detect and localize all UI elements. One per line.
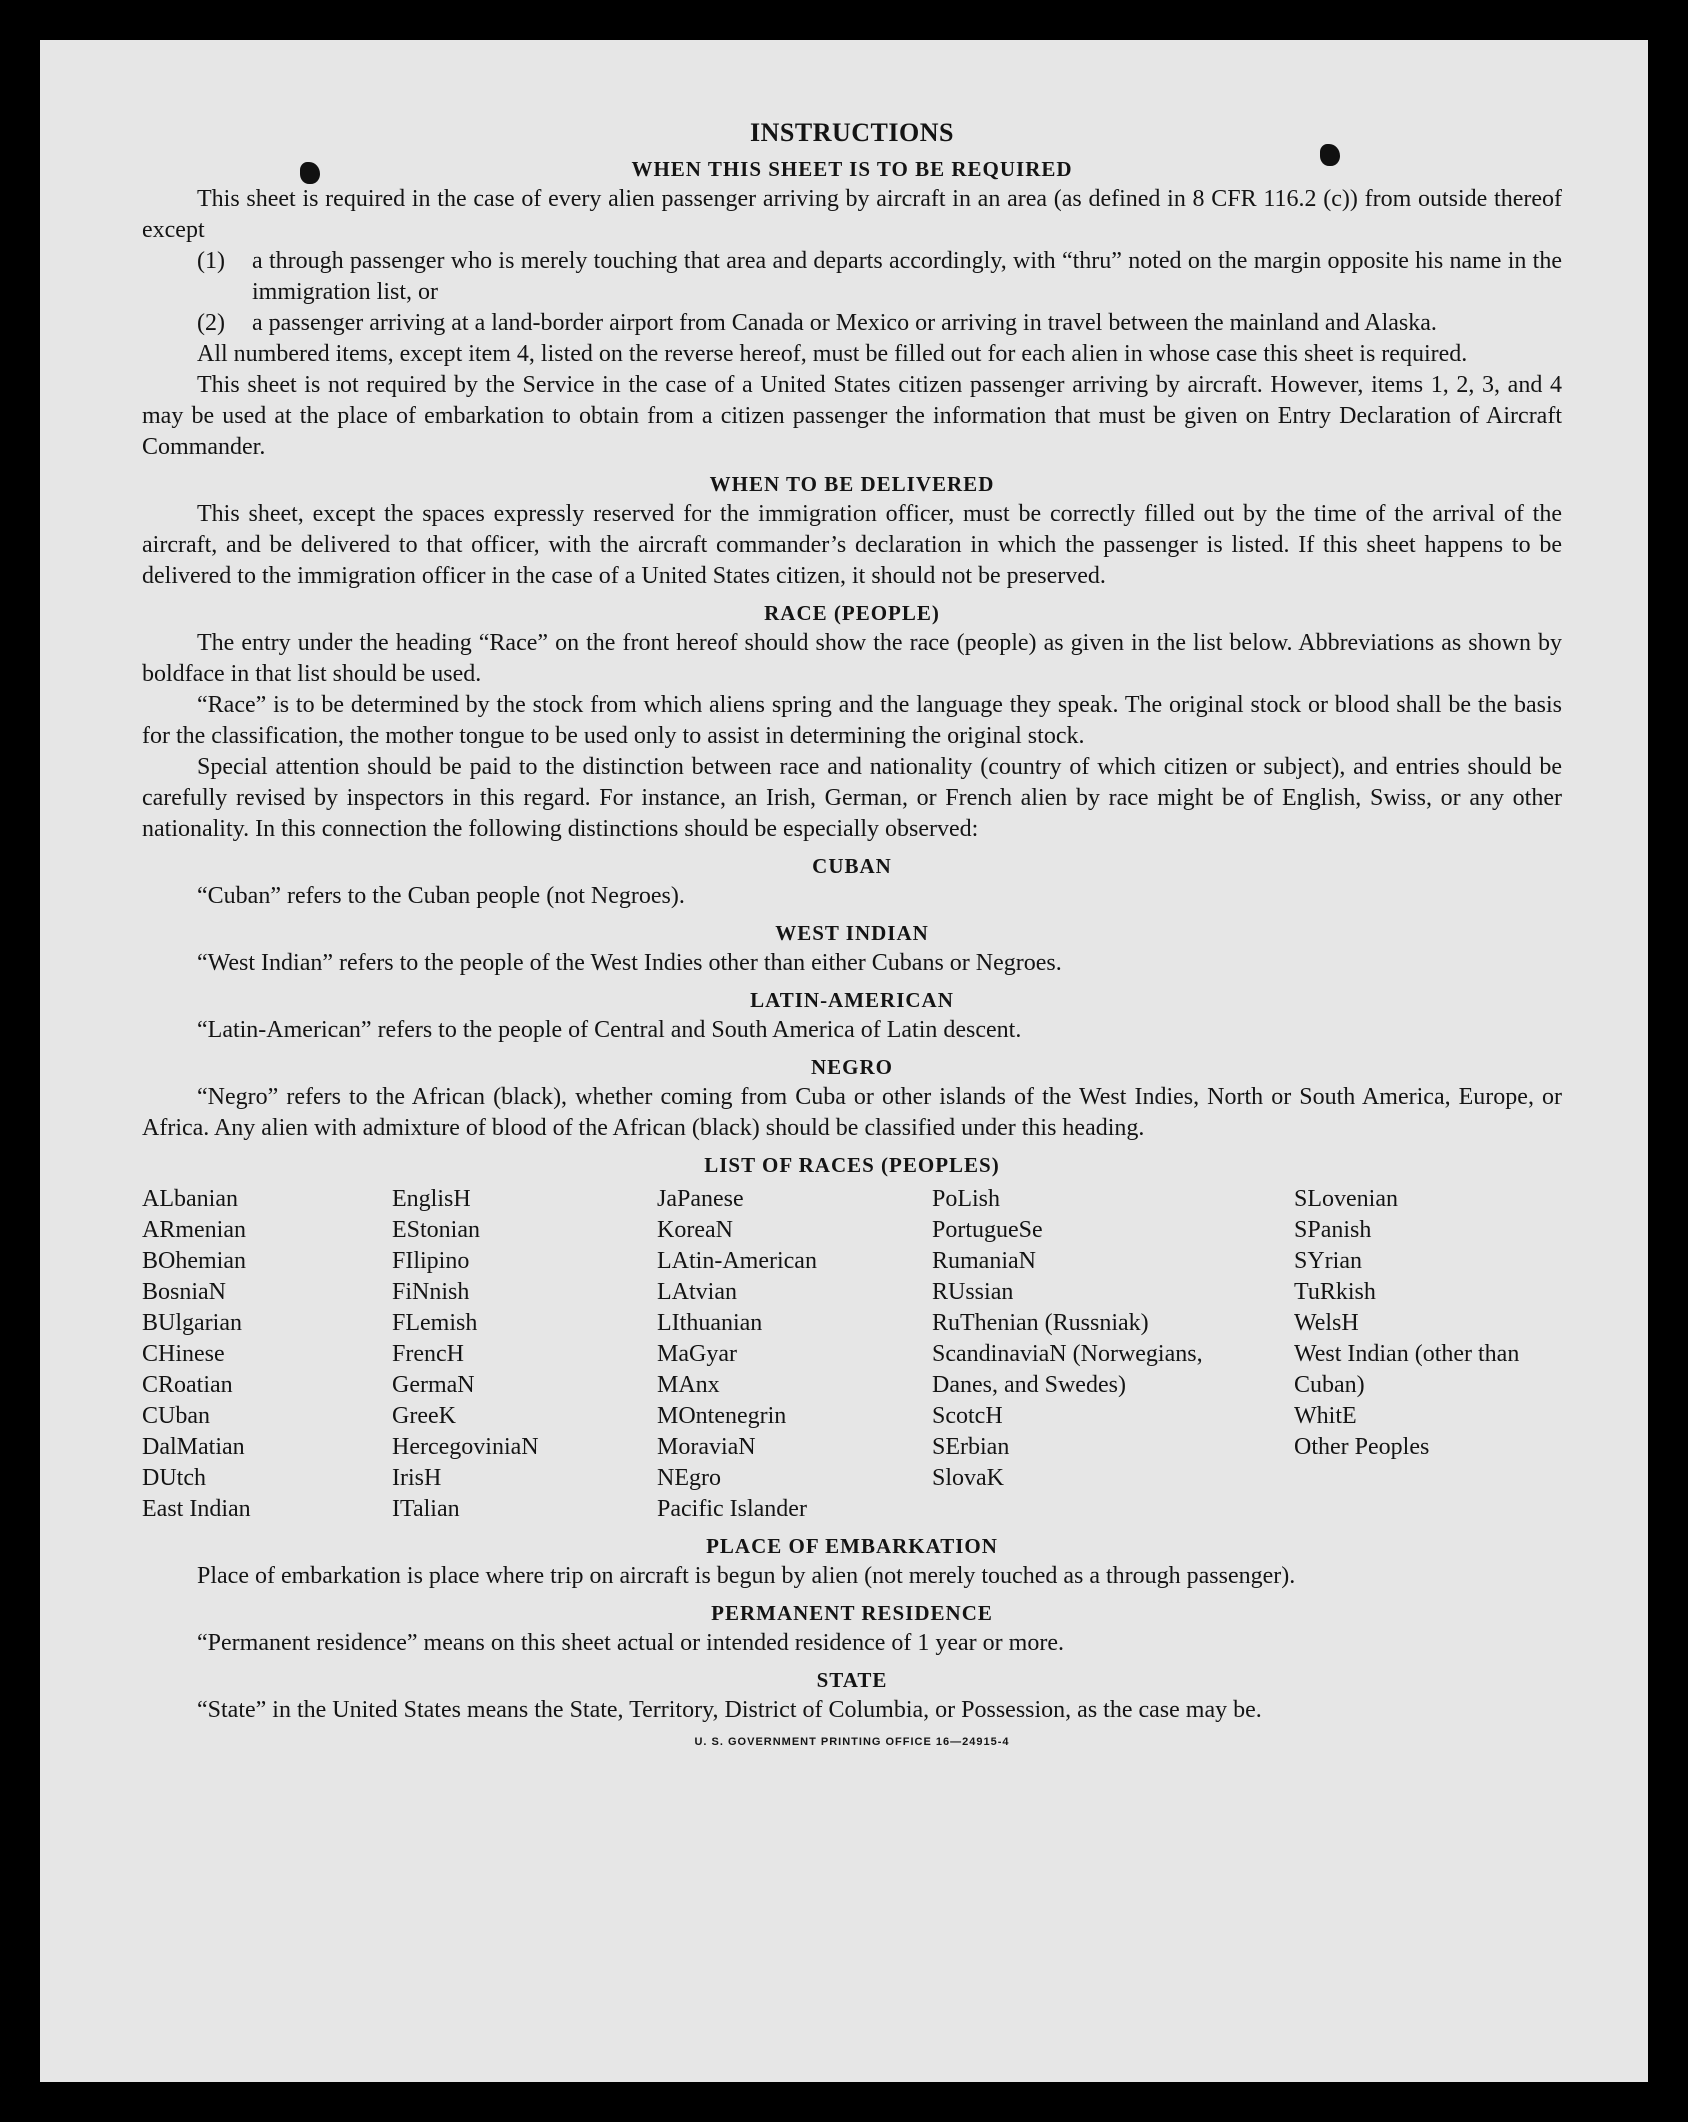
race-entry: SYrian	[1294, 1248, 1362, 1274]
race-entry: PortugueSe	[932, 1217, 1043, 1243]
exception-item	[142, 246, 1562, 308]
race-entry: MAnx	[657, 1372, 720, 1398]
race-entry: IrisH	[392, 1465, 442, 1491]
page-title: INSTRUCTIONS	[750, 118, 954, 147]
exception-number: (1)	[197, 248, 225, 274]
race-entry: FiNnish	[392, 1279, 470, 1305]
race-entry: LIthuanian	[657, 1310, 763, 1336]
exception-text: a through passenger who is merely touching that area and departs accordingly, with “thru” noted on the margin opposite his name in the immigration list, or	[252, 248, 1562, 305]
race-entry: WhitE	[1294, 1403, 1357, 1429]
race-entry: TuRkish	[1294, 1279, 1376, 1305]
state-text: “State” in the United States means the State, Territory, District of Columbia, or Possession, as the case may be.	[197, 1697, 1262, 1723]
race-entry: CHinese	[142, 1341, 225, 1367]
races-column	[657, 1184, 932, 1525]
when-delivered-text: This sheet, except the spaces expressly reserved for the immigration officer, must be correctly filled out by the time of the arrival of the aircraft, and be delivered to that officer, with the aircraft commander’s declaration in which the passenger is listed. If this sheet happens to be delivered to the immigration officer in the case of a United States citizen, it should not be preserved.	[142, 501, 1562, 589]
races-column	[392, 1184, 657, 1525]
race-entry: JaPanese	[657, 1186, 744, 1212]
race-entry: WelsH	[1294, 1310, 1359, 1336]
heading-embarkation: PLACE OF EMBARKATION	[706, 1534, 998, 1558]
when-required-intro: This sheet is required in the case of every alien passenger arriving by aircraft in an area (as defined in 8 CFR 116.2 (c)) from outside thereof except	[142, 186, 1562, 243]
instructions-sheet	[142, 118, 1562, 1748]
latin-american-definition: “Latin-American” refers to the people of Central and South America of Latin descent.	[197, 1017, 1022, 1043]
race-entry: MoraviaN	[657, 1434, 756, 1460]
races-column	[932, 1184, 1294, 1525]
race-entry: BosniaN	[142, 1279, 226, 1305]
heading-state: STATE	[816, 1668, 888, 1692]
west-indian-definition: “West Indian” refers to the people of the West Indies other than either Cubans or Negroes.	[197, 950, 1062, 976]
race-entry: PoLish	[932, 1186, 1001, 1212]
race-entry: GreeK	[392, 1403, 456, 1429]
race-entry: FIlipino	[392, 1248, 470, 1274]
race-entry: FLemish	[392, 1310, 478, 1336]
race-entry: DUtch	[142, 1465, 206, 1491]
race-entry: MaGyar	[657, 1341, 737, 1367]
exception-item	[142, 308, 1562, 339]
race-entry: LAtvian	[657, 1279, 737, 1305]
citizen-paragraph: This sheet is not required by the Service in the case of a United States citizen passenger arriving by aircraft. However, items 1, 2, 3, and 4 may be used at the place of embarkation to obtain from a citizen passenger the information that must be given on Entry Declaration of Aircraft Commander.	[142, 372, 1562, 460]
cuban-definition: “Cuban” refers to the Cuban people (not Negroes).	[197, 883, 685, 909]
race-entry: GermaN	[392, 1372, 475, 1398]
heading-when-delivered: WHEN TO BE DELIVERED	[709, 472, 995, 496]
exception-number: (2)	[197, 310, 225, 336]
race-paragraph-3: Special attention should be paid to the distinction between race and nationality (country of which citizen or subject), and entries should be carefully revised by inspectors in this regard. For instance, an Irish, German, or French alien by race might be of English, Swiss, or any other nationality. In this connection the following distinctions should be especially observed:	[142, 754, 1562, 842]
heading-permanent-residence: PERMANENT RESIDENCE	[711, 1601, 993, 1625]
heading-list-of-races: LIST OF RACES (PEOPLES)	[704, 1153, 1000, 1177]
race-entry: SLovenian	[1294, 1186, 1398, 1212]
document-page	[40, 40, 1648, 2082]
race-paragraph-2: “Race” is to be determined by the stock from which aliens spring and the language they speak. The original stock or blood shall be the basis for the classification, the mother tongue to be used only to assist in determining the original stock.	[142, 692, 1562, 749]
race-entry: CUban	[142, 1403, 210, 1429]
race-entry: Pacific Islander	[657, 1496, 807, 1522]
race-entry: CRoatian	[142, 1372, 233, 1398]
races-column	[1294, 1184, 1562, 1525]
race-entry: ALbanian	[142, 1186, 238, 1212]
race-entry: NEgro	[657, 1465, 721, 1491]
race-entry: BUlgarian	[142, 1310, 242, 1336]
numbered-items-paragraph: All numbered items, except item 4, listed on the reverse hereof, must be filled out for each alien in whose case this sheet is required.	[197, 341, 1468, 367]
race-entry: RuThenian (Russniak)	[932, 1310, 1149, 1336]
race-entry: East Indian	[142, 1496, 251, 1522]
printer-imprint: U. S. GOVERNMENT PRINTING OFFICE 16—24915-4	[694, 1736, 1010, 1748]
race-entry: HercegoviniaN	[392, 1434, 539, 1460]
race-entry: MOntenegrin	[657, 1403, 787, 1429]
heading-cuban: CUBAN	[812, 854, 892, 878]
races-column	[142, 1184, 392, 1525]
race-entry: SErbian	[932, 1434, 1010, 1460]
race-entry: LAtin-American	[657, 1248, 817, 1274]
race-entry: BOhemian	[142, 1248, 246, 1274]
negro-definition: “Negro” refers to the African (black), whether coming from Cuba or other islands of the West Indies, North or South America, Europe, or Africa. Any alien with admixture of blood of the African (black) should be classified under this heading.	[142, 1084, 1562, 1141]
exception-text: a passenger arriving at a land-border airport from Canada or Mexico or arriving in travel between the mainland and Alaska.	[252, 310, 1437, 336]
heading-race: RACE (PEOPLE)	[764, 601, 940, 625]
race-entry: West Indian (other than Cuban)	[1294, 1341, 1520, 1398]
race-entry: DalMatian	[142, 1434, 245, 1460]
race-entry: ARmenian	[142, 1217, 246, 1243]
embarkation-text: Place of embarkation is place where trip on aircraft is begun by alien (not merely touched as a through passenger).	[197, 1563, 1296, 1589]
race-entry: ScotcH	[932, 1403, 1003, 1429]
race-entry: EStonian	[392, 1217, 480, 1243]
race-entry: SlovaK	[932, 1465, 1004, 1491]
race-entry: RumaniaN	[932, 1248, 1036, 1274]
races-list	[142, 1184, 1562, 1525]
race-entry: KoreaN	[657, 1217, 733, 1243]
heading-latin-american: LATIN-AMERICAN	[750, 988, 954, 1012]
race-entry: ITalian	[392, 1496, 460, 1522]
permanent-residence-text: “Permanent residence” means on this sheet actual or intended residence of 1 year or more.	[197, 1630, 1064, 1656]
race-entry: EnglisH	[392, 1186, 471, 1212]
race-entry: RUssian	[932, 1279, 1014, 1305]
heading-negro: NEGRO	[810, 1055, 893, 1079]
race-entry: ScandinaviaN (Norwegians, Danes, and Swedes)	[932, 1341, 1203, 1398]
race-entry: Other Peoples	[1294, 1434, 1430, 1460]
race-entry: FrencH	[392, 1341, 464, 1367]
heading-west-indian: WEST INDIAN	[775, 921, 929, 945]
race-paragraph-1: The entry under the heading “Race” on the front hereof should show the race (people) as given in the list below. Abbreviations as shown by boldface in that list should be used.	[142, 630, 1562, 687]
heading-when-required: WHEN THIS SHEET IS TO BE REQUIRED	[631, 157, 1073, 181]
race-entry: SPanish	[1294, 1217, 1372, 1243]
